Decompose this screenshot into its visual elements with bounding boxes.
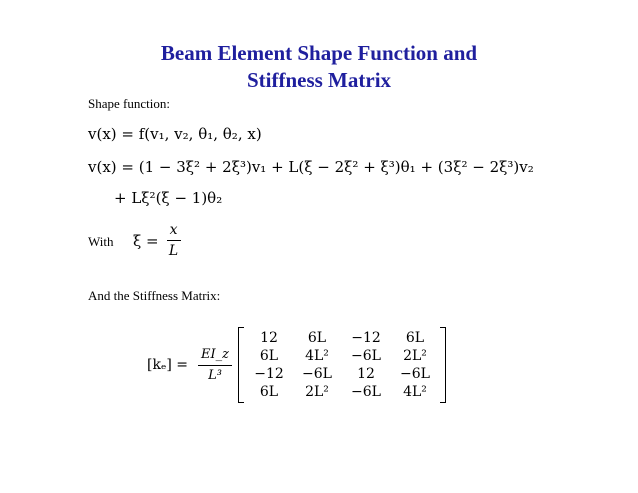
matrix-cell: 6L [259,384,279,400]
title-line-1: Beam Element Shape Function and [160,41,478,65]
shape-function-equation-2: v(x) = (1 − 3ξ² + 2ξ³)v₁ + L(ξ − 2ξ² + ξ³)θ₁ + (3ξ² − 2ξ³)v₂ [88,158,534,176]
shape-function-equation-3: + Lξ²(ξ − 1)θ₂ [114,189,223,207]
matrix-cell: 4L² [403,384,427,400]
matrix-cell: −6L [400,366,430,382]
xi-lhs: ξ = [133,231,159,250]
matrix-cell: 6L [307,330,327,346]
xi-denominator: L [168,243,179,259]
stiffness-matrix [238,327,446,403]
slide-title [0,40,638,94]
matrix-cell: 2L² [305,384,329,400]
matrix-cell: −6L [351,348,381,364]
matrix-cell: −12 [254,366,284,382]
matrix-cell: −6L [302,366,332,382]
matrix-cell: 12 [357,366,375,382]
matrix-cell: 4L² [305,348,329,364]
ke-denominator: L³ [208,367,222,383]
title-line-2: Stiffness Matrix [246,68,392,92]
stiffness-matrix-label: And the Stiffness Matrix: [88,288,221,303]
matrix-cell: 6L [259,348,279,364]
matrix-cell: 12 [260,330,278,346]
ke-lhs: [kₑ] = [147,357,189,373]
xi-definition [133,222,181,259]
xi-numerator: x [167,222,181,241]
matrix-cell: 6L [405,330,425,346]
ke-numerator: EI_z [198,347,232,366]
matrix-cell: 2L² [403,348,427,364]
matrix-cell: −6L [351,384,381,400]
shape-function-equation-1: v(x) = f(v₁, v₂, θ₁, θ₂, x) [88,125,262,143]
shape-function-label: Shape function: [88,96,170,111]
ke-coefficient [198,347,232,384]
matrix-cell: −12 [351,330,381,346]
stiffness-matrix-equation [147,327,446,403]
xi-fraction [167,222,181,259]
with-label: With [88,234,114,249]
